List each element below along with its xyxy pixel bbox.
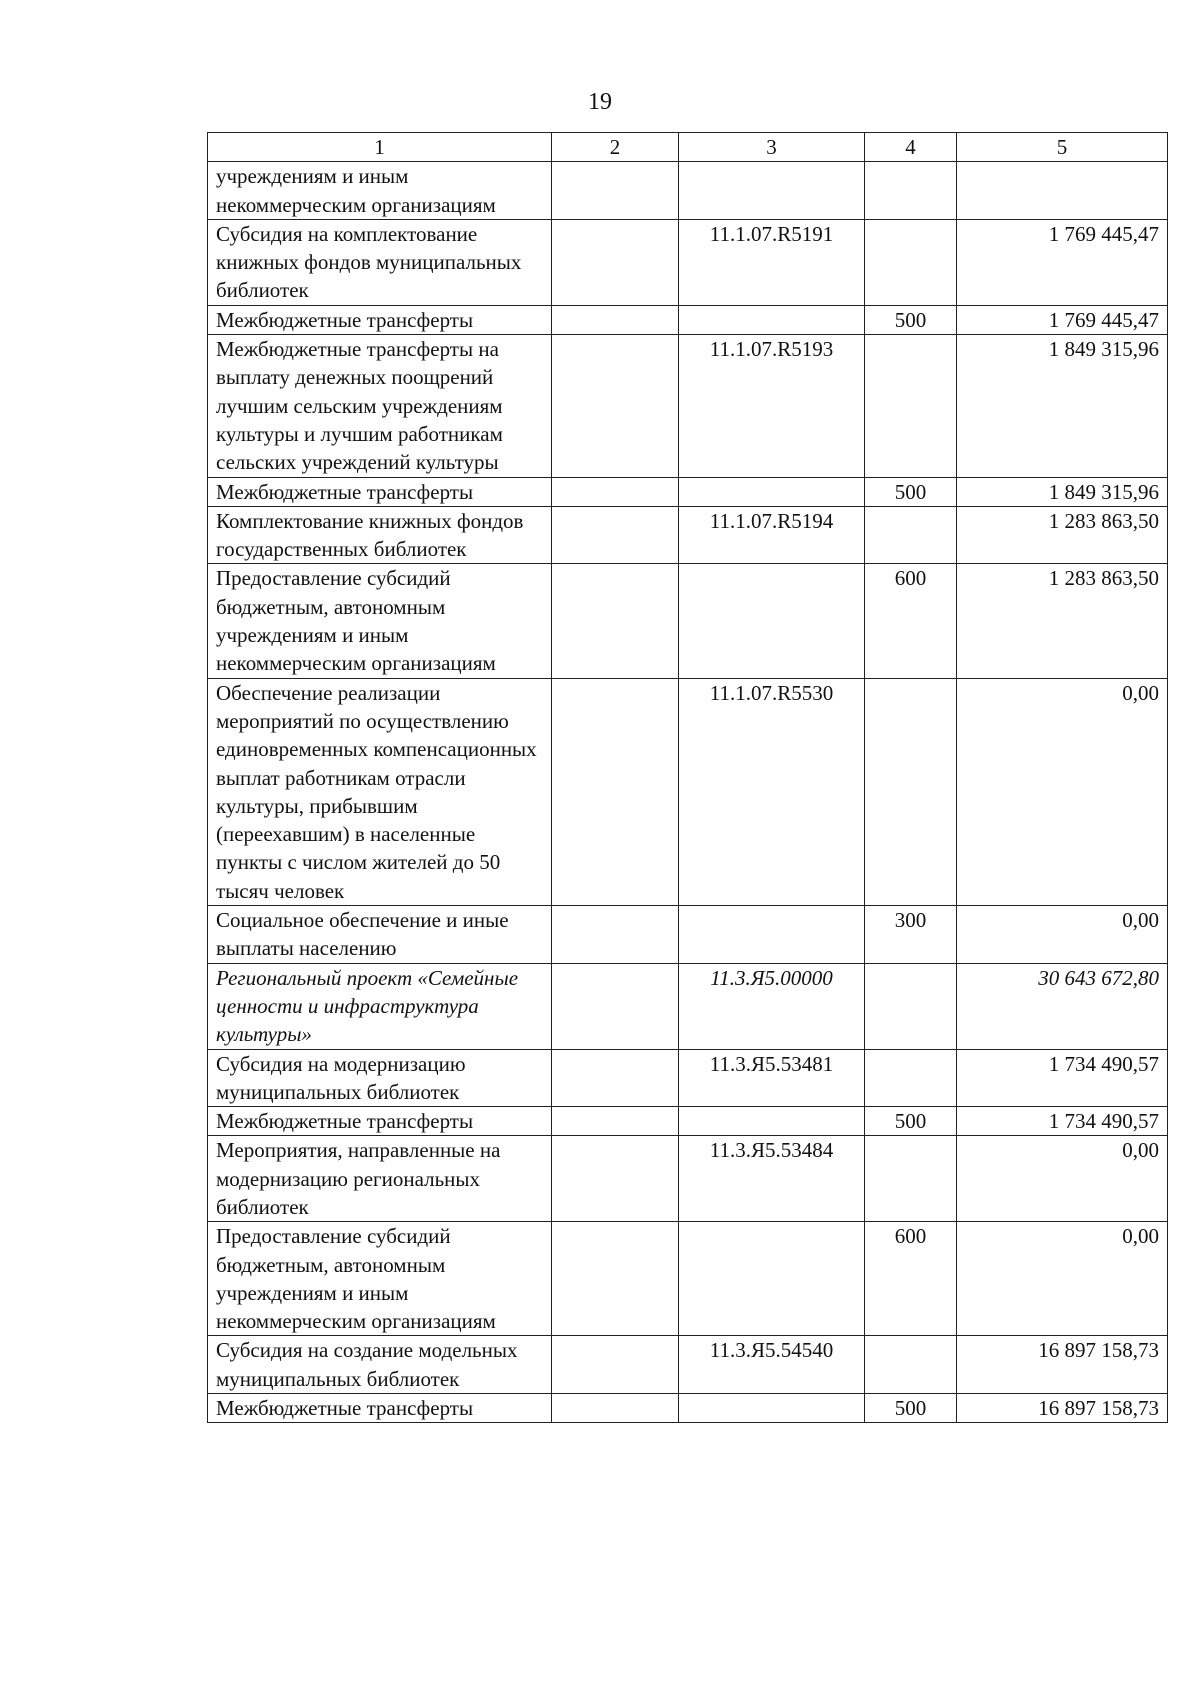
row-name: Межбюджетные трансферты на выплату денежных поощрений лучшим сельским учреждениям культуры и лучшим работникам сельских учреждений культуры bbox=[208, 335, 552, 477]
row-name: Межбюджетные трансферты bbox=[208, 305, 552, 334]
row-code bbox=[679, 564, 865, 678]
row-name: учреждениям и иным некоммерческим организациям bbox=[208, 162, 552, 220]
row-code bbox=[679, 305, 865, 334]
row-type: 600 bbox=[865, 1222, 957, 1336]
table-row bbox=[208, 477, 1168, 506]
row-type bbox=[865, 1336, 957, 1394]
row-col2 bbox=[552, 678, 679, 905]
row-type bbox=[865, 1136, 957, 1222]
row-type: 600 bbox=[865, 564, 957, 678]
table-row bbox=[208, 1336, 1168, 1394]
row-col2 bbox=[552, 963, 679, 1049]
table-row bbox=[208, 305, 1168, 334]
row-code bbox=[679, 906, 865, 964]
budget-table bbox=[207, 132, 1168, 1423]
row-type bbox=[865, 506, 957, 564]
table-row bbox=[208, 1222, 1168, 1336]
row-col2 bbox=[552, 219, 679, 305]
row-name: Субсидия на модернизацию муниципальных библиотек bbox=[208, 1049, 552, 1107]
table-row bbox=[208, 1394, 1168, 1423]
row-code: 11.3.Я5.53484 bbox=[679, 1136, 865, 1222]
table-row bbox=[208, 1136, 1168, 1222]
row-sum: 16 897 158,73 bbox=[957, 1336, 1168, 1394]
row-type: 500 bbox=[865, 477, 957, 506]
table-row bbox=[208, 335, 1168, 477]
row-code: 11.3.Я5.54540 bbox=[679, 1336, 865, 1394]
row-col2 bbox=[552, 906, 679, 964]
header-row bbox=[208, 133, 1168, 162]
table-row bbox=[208, 219, 1168, 305]
row-code bbox=[679, 1222, 865, 1336]
row-code: 11.3.Я5.53481 bbox=[679, 1049, 865, 1107]
table-row bbox=[208, 162, 1168, 220]
row-name: Межбюджетные трансферты bbox=[208, 1107, 552, 1136]
row-type: 500 bbox=[865, 1394, 957, 1423]
row-sum: 1 769 445,47 bbox=[957, 219, 1168, 305]
row-name: Обеспечение реализации мероприятий по осуществлению единовременных компенсационных выплат работникам отрасли культуры, прибывшим (переехавшим) в населенные пункты с числом жителей до 50 тысяч человек bbox=[208, 678, 552, 905]
row-code: 11.1.07.R5530 bbox=[679, 678, 865, 905]
row-type: 300 bbox=[865, 906, 957, 964]
row-sum: 16 897 158,73 bbox=[957, 1394, 1168, 1423]
table-row bbox=[208, 1049, 1168, 1107]
table-row bbox=[208, 506, 1168, 564]
column-header-2: 2 bbox=[552, 133, 679, 162]
row-code: 11.1.07.R5193 bbox=[679, 335, 865, 477]
row-name: Мероприятия, направленные на модернизацию региональных библиотек bbox=[208, 1136, 552, 1222]
row-type bbox=[865, 162, 957, 220]
row-name: Межбюджетные трансферты bbox=[208, 1394, 552, 1423]
row-code bbox=[679, 1107, 865, 1136]
row-sum: 1 283 863,50 bbox=[957, 506, 1168, 564]
row-name: Региональный проект «Семейные ценности и инфраструктура культуры» bbox=[208, 963, 552, 1049]
row-code bbox=[679, 1394, 865, 1423]
row-type bbox=[865, 963, 957, 1049]
row-sum: 0,00 bbox=[957, 906, 1168, 964]
row-col2 bbox=[552, 1107, 679, 1136]
row-name: Социальное обеспечение и иные выплаты населению bbox=[208, 906, 552, 964]
row-name: Предоставление субсидий бюджетным, автономным учреждениям и иным некоммерческим организациям bbox=[208, 564, 552, 678]
row-col2 bbox=[552, 1336, 679, 1394]
column-header-3: 3 bbox=[679, 133, 865, 162]
row-name: Межбюджетные трансферты bbox=[208, 477, 552, 506]
row-sum: 0,00 bbox=[957, 678, 1168, 905]
row-type bbox=[865, 1049, 957, 1107]
table-row bbox=[208, 564, 1168, 678]
row-name: Субсидия на создание модельных муниципальных библиотек bbox=[208, 1336, 552, 1394]
table-row-regional-project bbox=[208, 963, 1168, 1049]
row-col2 bbox=[552, 506, 679, 564]
row-code: 11.3.Я5.00000 bbox=[679, 963, 865, 1049]
column-header-4: 4 bbox=[865, 133, 957, 162]
row-name: Предоставление субсидий бюджетным, автономным учреждениям и иным некоммерческим организациям bbox=[208, 1222, 552, 1336]
column-header-1: 1 bbox=[208, 133, 552, 162]
row-type bbox=[865, 219, 957, 305]
row-type: 500 bbox=[865, 1107, 957, 1136]
row-col2 bbox=[552, 1222, 679, 1336]
row-type bbox=[865, 678, 957, 905]
row-sum: 1 283 863,50 bbox=[957, 564, 1168, 678]
row-col2 bbox=[552, 335, 679, 477]
row-code bbox=[679, 162, 865, 220]
row-sum: 1 849 315,96 bbox=[957, 477, 1168, 506]
row-col2 bbox=[552, 162, 679, 220]
table-row bbox=[208, 678, 1168, 905]
row-col2 bbox=[552, 1136, 679, 1222]
row-sum: 1 734 490,57 bbox=[957, 1107, 1168, 1136]
row-col2 bbox=[552, 1049, 679, 1107]
row-sum: 0,00 bbox=[957, 1136, 1168, 1222]
row-sum: 30 643 672,80 bbox=[957, 963, 1168, 1049]
row-sum: 1 769 445,47 bbox=[957, 305, 1168, 334]
table-row bbox=[208, 906, 1168, 964]
row-sum: 0,00 bbox=[957, 1222, 1168, 1336]
table-row bbox=[208, 1107, 1168, 1136]
row-col2 bbox=[552, 305, 679, 334]
row-code bbox=[679, 477, 865, 506]
row-type bbox=[865, 335, 957, 477]
row-sum: 1 734 490,57 bbox=[957, 1049, 1168, 1107]
row-code: 11.1.07.R5194 bbox=[679, 506, 865, 564]
row-col2 bbox=[552, 1394, 679, 1423]
row-sum: 1 849 315,96 bbox=[957, 335, 1168, 477]
row-type: 500 bbox=[865, 305, 957, 334]
row-code: 11.1.07.R5191 bbox=[679, 219, 865, 305]
column-header-5: 5 bbox=[957, 133, 1168, 162]
row-sum bbox=[957, 162, 1168, 220]
row-col2 bbox=[552, 564, 679, 678]
row-name: Комплектование книжных фондов государственных библиотек bbox=[208, 506, 552, 564]
row-col2 bbox=[552, 477, 679, 506]
row-name: Субсидия на комплектование книжных фондов муниципальных библиотек bbox=[208, 219, 552, 305]
page-number: 19 bbox=[588, 89, 612, 115]
